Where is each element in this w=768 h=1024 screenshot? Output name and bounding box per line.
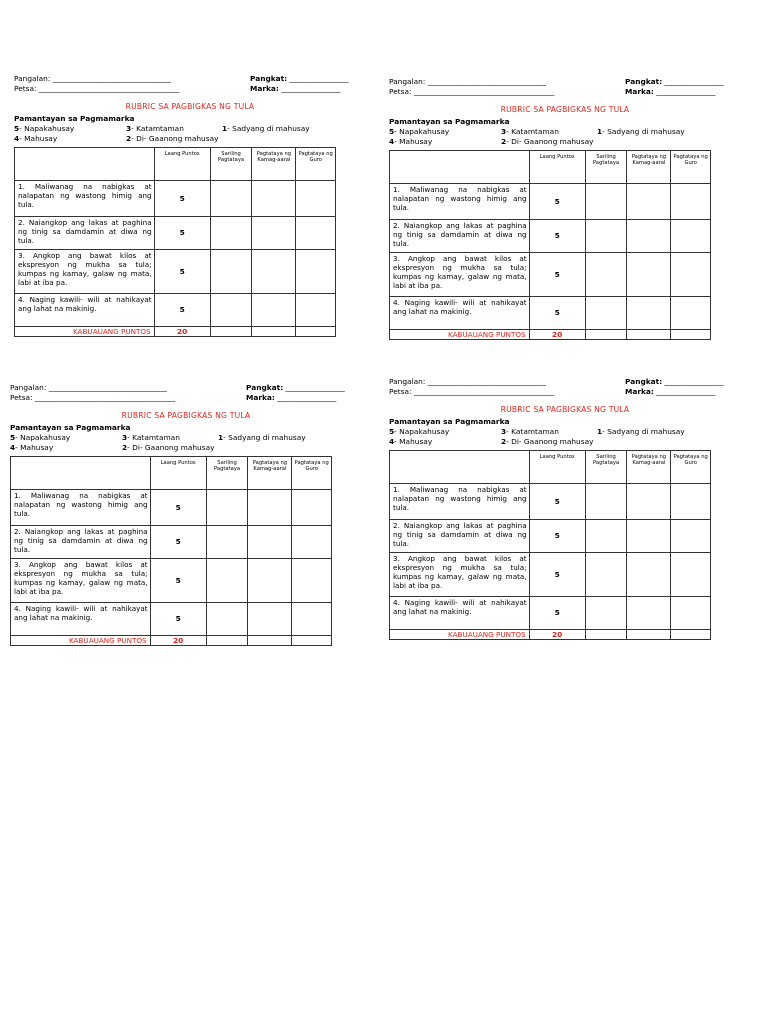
scale-row-2 (389, 137, 741, 147)
date-line[interactable]: ______________________________________ (34, 393, 176, 402)
score-line[interactable]: ________________ (277, 393, 337, 402)
criterion-points: 5 (529, 252, 585, 296)
scale-text: - Katamtaman (131, 123, 184, 133)
date-label: Petsa: (389, 87, 412, 96)
col-header: Laang Puntos (154, 147, 210, 180)
total-row (15, 326, 336, 336)
rubric-title: RUBRIC SA PAGBIGKAS NG TULA (121, 411, 251, 420)
criterion-text: 1. Maliwanag na nabigkas at nalapatan ng wastong himig ang tula. (11, 489, 151, 525)
name-label: Pangalan: (10, 383, 47, 392)
scale-row-2 (14, 134, 366, 144)
header-blank-cell (11, 456, 151, 489)
table-header-row (11, 456, 332, 489)
total-self-cell[interactable] (210, 326, 252, 336)
self-score-cell[interactable] (585, 596, 627, 629)
total-label: KABUAUANG PUNTOS (11, 635, 151, 645)
table-row (390, 183, 711, 219)
criterion-text: 1. Maliwanag na nabigkas at nalapatan ng wastong himig ang tula. (390, 183, 530, 219)
rubric-title: RUBRIC SA PAGBIGKAS NG TULA (500, 405, 630, 414)
rubric-card-bottom-right (389, 377, 741, 640)
scale-num: 1 (597, 426, 603, 436)
score-label: Marka: (625, 387, 654, 396)
peer-score-cell[interactable] (627, 596, 671, 629)
col-header: Pagtataya ng Guro (292, 456, 332, 489)
scale-num: 2 (126, 133, 132, 143)
scale-num: 3 (501, 126, 507, 136)
peer-score-cell[interactable] (627, 296, 671, 329)
header-blank-cell (15, 147, 155, 180)
teacher-score-cell[interactable] (671, 483, 711, 519)
table-row (15, 293, 336, 326)
self-score-cell[interactable] (585, 219, 627, 252)
self-score-cell[interactable] (585, 296, 627, 329)
criterion-text: 2. Naiangkop ang lakas at paghina ng tinig sa damdamin at diwa ng tula. (11, 525, 151, 558)
date-label: Petsa: (389, 387, 412, 396)
criterion-text: 4. Naging kawili- wili at nahikayat ang lahat na makinig. (15, 293, 155, 326)
scale-num: 5 (389, 126, 395, 136)
scale-num: 4 (14, 133, 20, 143)
self-score-cell[interactable] (210, 180, 252, 216)
self-score-cell[interactable] (210, 293, 252, 326)
name-label: Pangalan: (389, 77, 426, 86)
teacher-score-cell[interactable] (671, 296, 711, 329)
date-line[interactable]: ______________________________________ (38, 84, 180, 93)
total-row (390, 629, 711, 639)
scale-num: 5 (389, 426, 395, 436)
scale-text: - Napakahusay (15, 432, 71, 442)
scale-text: - Mahusay (394, 136, 433, 146)
criterion-points: 5 (529, 596, 585, 629)
col-header: Sariling Pagtataya (585, 150, 627, 183)
self-score-cell[interactable] (585, 483, 627, 519)
score-line[interactable]: ________________ (281, 84, 341, 93)
date-line[interactable]: ______________________________________ (413, 387, 555, 396)
criterion-points: 5 (154, 180, 210, 216)
total-peer-cell[interactable] (248, 635, 292, 645)
criterion-points: 5 (529, 183, 585, 219)
criterion-text: 3. Angkop ang bawat kilos at ekspresyon ng mukha sa tula; kumpas ng kamay, galaw ng mata, labi at iba pa. (390, 252, 530, 296)
peer-score-cell[interactable] (252, 180, 296, 216)
date-row (14, 84, 366, 94)
scale-text: - Katamtaman (506, 426, 559, 436)
scale-text: - Katamtaman (506, 126, 559, 136)
scale-title: Pamantayan sa Pagmamarka (10, 423, 131, 433)
scale-row-1 (389, 427, 741, 437)
self-score-cell[interactable] (206, 489, 248, 525)
criterion-text: 1. Maliwanag na nabigkas at nalapatan ng wastong himig ang tula. (390, 483, 530, 519)
criterion-text: 2. Naiangkop ang lakas at paghina ng tinig sa damdamin at diwa ng tula. (390, 519, 530, 552)
peer-score-cell[interactable] (627, 252, 671, 296)
teacher-score-cell[interactable] (296, 249, 336, 293)
date-row (10, 393, 362, 403)
col-header: Laang Puntos (150, 456, 206, 489)
header-blank-cell (390, 150, 530, 183)
scale-row-2 (10, 443, 362, 453)
teacher-score-cell[interactable] (292, 525, 332, 558)
criterion-points: 5 (150, 558, 206, 602)
scale-text: - Katamtaman (127, 432, 180, 442)
section-label: Pangkat: (625, 77, 663, 86)
scale-num: 2 (122, 442, 128, 452)
table-row (15, 180, 336, 216)
total-row (11, 635, 332, 645)
total-peer-cell[interactable] (627, 629, 671, 639)
scale-title: Pamantayan sa Pagmamarka (389, 117, 510, 127)
section-label: Pangkat: (625, 377, 663, 386)
section-line[interactable]: ________________ (664, 77, 724, 86)
col-header: Sariling Pagtataya (585, 450, 627, 483)
score-label: Marka: (246, 393, 275, 402)
scale-text: - Di- Gaanong mahusay (131, 133, 219, 143)
scale-text: - Di- Gaanong mahusay (506, 136, 594, 146)
peer-score-cell[interactable] (248, 602, 292, 635)
table-row (390, 596, 711, 629)
teacher-score-cell[interactable] (296, 180, 336, 216)
total-self-cell[interactable] (206, 635, 248, 645)
scale-num: 3 (126, 123, 132, 133)
col-header: Pagtataya ng Kamag-aaral (252, 147, 296, 180)
scale-text: - Napakahusay (19, 123, 75, 133)
date-label: Petsa: (10, 393, 33, 402)
peer-score-cell[interactable] (248, 558, 292, 602)
total-value: 20 (529, 629, 585, 639)
table-row (11, 602, 332, 635)
teacher-score-cell[interactable] (671, 596, 711, 629)
teacher-score-cell[interactable] (671, 252, 711, 296)
header-blank-cell (390, 450, 530, 483)
self-score-cell[interactable] (206, 602, 248, 635)
total-self-cell[interactable] (585, 629, 627, 639)
peer-score-cell[interactable] (627, 183, 671, 219)
section-line[interactable]: ________________ (285, 383, 345, 392)
table-row (390, 252, 711, 296)
score-label: Marka: (250, 84, 279, 93)
table-row (15, 216, 336, 249)
name-row (10, 383, 362, 393)
peer-score-cell[interactable] (248, 489, 292, 525)
scale-num: 5 (14, 123, 20, 133)
col-header: Pagtataya ng Guro (671, 450, 711, 483)
scale-num: 4 (10, 442, 16, 452)
self-score-cell[interactable] (206, 558, 248, 602)
self-score-cell[interactable] (210, 216, 252, 249)
scale-text: - Mahusay (15, 442, 54, 452)
table-row (11, 489, 332, 525)
peer-score-cell[interactable] (248, 525, 292, 558)
criterion-points: 5 (529, 552, 585, 596)
col-header: Laang Puntos (529, 150, 585, 183)
table-row (390, 219, 711, 252)
scale-title: Pamantayan sa Pagmamarka (14, 114, 135, 124)
table-row (390, 296, 711, 329)
criterion-text: 3. Angkop ang bawat kilos at ekspresyon ng mukha sa tula; kumpas ng kamay, galaw ng mata, labi at iba pa. (390, 552, 530, 596)
table-row (15, 249, 336, 293)
peer-score-cell[interactable] (252, 249, 296, 293)
peer-score-cell[interactable] (627, 483, 671, 519)
scale-num: 4 (389, 436, 395, 446)
scale-row-1 (10, 433, 362, 443)
scale-text: - Di- Gaanong mahusay (506, 436, 594, 446)
scale-text: - Sadyang di mahusay (223, 432, 306, 442)
table-row (11, 525, 332, 558)
name-line[interactable]: ________________________________ (427, 377, 546, 386)
criterion-text: 2. Naiangkop ang lakas at paghina ng tinig sa damdamin at diwa ng tula. (15, 216, 155, 249)
scale-num: 3 (122, 432, 128, 442)
total-value: 20 (150, 635, 206, 645)
table-header-row (390, 150, 711, 183)
section-label: Pangkat: (250, 74, 288, 83)
name-line[interactable]: ________________________________ (52, 74, 171, 83)
total-teacher-cell[interactable] (671, 329, 711, 339)
teacher-score-cell[interactable] (292, 489, 332, 525)
name-row (14, 74, 366, 84)
criterion-points: 5 (154, 216, 210, 249)
total-value: 20 (154, 326, 210, 336)
section-line[interactable]: ________________ (289, 74, 349, 83)
self-score-cell[interactable] (210, 249, 252, 293)
rubric-card-bottom-left (10, 383, 362, 646)
scale-num: 1 (597, 126, 603, 136)
criterion-points: 5 (529, 296, 585, 329)
scale-text: - Sadyang di mahusay (602, 426, 685, 436)
rubric-table (10, 456, 332, 646)
rubric-table (389, 150, 711, 340)
score-line[interactable]: ________________ (656, 87, 716, 96)
name-row (389, 377, 741, 387)
self-score-cell[interactable] (585, 519, 627, 552)
peer-score-cell[interactable] (252, 293, 296, 326)
scale-num: 1 (218, 432, 224, 442)
teacher-score-cell[interactable] (671, 183, 711, 219)
section-label: Pangkat: (246, 383, 284, 392)
col-header: Pagtataya ng Kamag-aaral (627, 450, 671, 483)
self-score-cell[interactable] (585, 252, 627, 296)
teacher-score-cell[interactable] (296, 293, 336, 326)
criterion-text: 1. Maliwanag na nabigkas at nalapatan ng wastong himig ang tula. (15, 180, 155, 216)
teacher-score-cell[interactable] (671, 519, 711, 552)
criterion-text: 3. Angkop ang bawat kilos at ekspresyon ng mukha sa tula; kumpas ng kamay, galaw ng mata, labi at iba pa. (15, 249, 155, 293)
col-header: Pagtataya ng Guro (671, 150, 711, 183)
rubric-card-top-left (14, 74, 366, 337)
scale-title: Pamantayan sa Pagmamarka (389, 417, 510, 427)
score-label: Marka: (625, 87, 654, 96)
table-row (390, 483, 711, 519)
scale-text: - Mahusay (394, 436, 433, 446)
section-line[interactable]: ________________ (664, 377, 724, 386)
teacher-score-cell[interactable] (671, 219, 711, 252)
scale-num: 3 (501, 426, 507, 436)
criterion-points: 5 (150, 525, 206, 558)
criterion-text: 3. Angkop ang bawat kilos at ekspresyon ng mukha sa tula; kumpas ng kamay, galaw ng mata, labi at iba pa. (11, 558, 151, 602)
scale-num: 1 (222, 123, 228, 133)
criterion-points: 5 (150, 602, 206, 635)
table-row (11, 558, 332, 602)
date-line[interactable]: ______________________________________ (413, 87, 555, 96)
total-teacher-cell[interactable] (671, 629, 711, 639)
teacher-score-cell[interactable] (296, 216, 336, 249)
name-line[interactable]: ________________________________ (427, 77, 546, 86)
criterion-text: 4. Naging kawili- wili at nahikayat ang lahat na makinig. (11, 602, 151, 635)
scale-text: - Di- Gaanong mahusay (127, 442, 215, 452)
criterion-points: 5 (529, 483, 585, 519)
scale-text: - Napakahusay (394, 126, 450, 136)
table-row (390, 519, 711, 552)
rubric-table (14, 147, 336, 337)
col-header: Sariling Pagtataya (206, 456, 248, 489)
criterion-points: 5 (154, 249, 210, 293)
rubric-card-top-right (389, 77, 741, 340)
date-row (389, 387, 741, 397)
total-label: KABUAUANG PUNTOS (390, 329, 530, 339)
date-row (389, 87, 741, 97)
total-label: KABUAUANG PUNTOS (390, 629, 530, 639)
scale-row-2 (389, 437, 741, 447)
total-teacher-cell[interactable] (292, 635, 332, 645)
peer-score-cell[interactable] (627, 519, 671, 552)
col-header: Laang Puntos (529, 450, 585, 483)
name-label: Pangalan: (389, 377, 426, 386)
peer-score-cell[interactable] (627, 552, 671, 596)
table-header-row (15, 147, 336, 180)
self-score-cell[interactable] (206, 525, 248, 558)
peer-score-cell[interactable] (627, 219, 671, 252)
table-header-row (390, 450, 711, 483)
criterion-points: 5 (150, 489, 206, 525)
teacher-score-cell[interactable] (292, 558, 332, 602)
total-peer-cell[interactable] (627, 329, 671, 339)
col-header: Sariling Pagtataya (210, 147, 252, 180)
total-row (390, 329, 711, 339)
name-row (389, 77, 741, 87)
scale-text: - Mahusay (19, 133, 58, 143)
peer-score-cell[interactable] (252, 216, 296, 249)
criterion-text: 4. Naging kawili- wili at nahikayat ang lahat na makinig. (390, 596, 530, 629)
criterion-points: 5 (529, 519, 585, 552)
rubric-table (389, 450, 711, 640)
date-label: Petsa: (14, 84, 37, 93)
score-line[interactable]: ________________ (656, 387, 716, 396)
total-self-cell[interactable] (585, 329, 627, 339)
scale-num: 2 (501, 436, 507, 446)
criterion-text: 4. Naging kawili- wili at nahikayat ang lahat na makinig. (390, 296, 530, 329)
scale-text: - Napakahusay (394, 426, 450, 436)
scale-num: 5 (10, 432, 16, 442)
name-label: Pangalan: (14, 74, 51, 83)
self-score-cell[interactable] (585, 183, 627, 219)
scale-row-1 (389, 127, 741, 137)
criterion-points: 5 (154, 293, 210, 326)
criterion-points: 5 (529, 219, 585, 252)
total-value: 20 (529, 329, 585, 339)
total-peer-cell[interactable] (252, 326, 296, 336)
table-row (390, 552, 711, 596)
teacher-score-cell[interactable] (671, 552, 711, 596)
criterion-text: 2. Naiangkop ang lakas at paghina ng tinig sa damdamin at diwa ng tula. (390, 219, 530, 252)
col-header: Pagtataya ng Kamag-aaral (248, 456, 292, 489)
col-header: Pagtataya ng Guro (296, 147, 336, 180)
rubric-title: RUBRIC SA PAGBIGKAS NG TULA (125, 102, 255, 111)
scale-text: - Sadyang di mahusay (227, 123, 310, 133)
col-header: Pagtataya ng Kamag-aaral (627, 150, 671, 183)
scale-row-1 (14, 124, 366, 134)
teacher-score-cell[interactable] (292, 602, 332, 635)
total-teacher-cell[interactable] (296, 326, 336, 336)
self-score-cell[interactable] (585, 552, 627, 596)
total-label: KABUAUANG PUNTOS (15, 326, 155, 336)
scale-num: 4 (389, 136, 395, 146)
rubric-title: RUBRIC SA PAGBIGKAS NG TULA (500, 105, 630, 114)
scale-num: 2 (501, 136, 507, 146)
scale-text: - Sadyang di mahusay (602, 126, 685, 136)
name-line[interactable]: ________________________________ (48, 383, 167, 392)
